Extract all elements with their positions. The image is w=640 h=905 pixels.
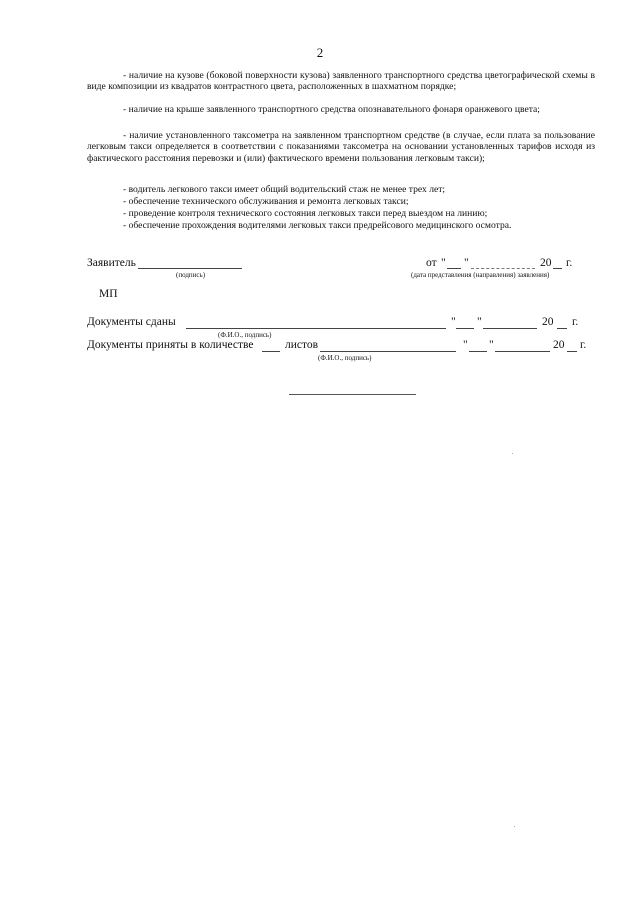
docs-submitted-day-line <box>456 328 474 329</box>
applicant-year-line <box>553 268 562 269</box>
docs-accepted-year-line <box>567 351 577 352</box>
requirement-item-color-scheme: - наличие на кузове (боковой поверхности кузова) заявленного транспортного средства цветографической схемы в виде композиции из квадратов контрастного цвета, расположенных в шахматном порядке; <box>87 70 595 93</box>
applicant-date-from: от <box>426 257 437 269</box>
docs-accepted-year-suffix: г. <box>580 339 587 351</box>
docs-submitted-quote-open: " <box>451 316 456 328</box>
requirement-item-medical-check: - обеспечение прохождения водителями легковых такси предрейсового медицинского осмотра. <box>123 220 512 231</box>
applicant-date-caption: (дата представления (направления) заявления) <box>411 271 550 279</box>
applicant-signature-caption: (подпись) <box>176 271 206 279</box>
docs-accepted-month-line <box>495 351 550 352</box>
docs-submitted-year-line <box>557 328 567 329</box>
docs-submitted-month-line <box>483 328 537 329</box>
requirement-item-driver-experience: - водитель легкового такси имеет общий водительский стаж не менее трех лет; <box>123 184 446 195</box>
scan-speck <box>512 453 513 454</box>
docs-submitted-name-line <box>186 328 446 329</box>
docs-accepted-quote-close: " <box>489 339 494 351</box>
applicant-label: Заявитель <box>87 257 136 269</box>
docs-submitted-quote-close: " <box>477 316 482 328</box>
docs-submitted-year-prefix: 20 <box>542 316 554 328</box>
applicant-quote-open: " <box>441 257 446 269</box>
stamp-label: МП <box>99 288 118 300</box>
applicant-day-line <box>447 268 461 269</box>
requirement-item-technical-control: - проведение контроля технического состояния легковых такси перед выездом на линию; <box>123 208 488 219</box>
end-separator-line <box>289 394 416 395</box>
scan-speck <box>514 826 515 827</box>
docs-accepted-caption: (Ф.И.О., подпись) <box>318 354 372 362</box>
applicant-signature-line <box>138 268 242 269</box>
docs-accepted-count-line <box>262 351 280 352</box>
docs-submitted-year-suffix: г. <box>572 316 579 328</box>
docs-accepted-name-line <box>320 351 456 352</box>
docs-accepted-sheets: листов <box>285 339 319 351</box>
requirement-item-maintenance: - обеспечение технического обслуживания и ремонта легковых такси; <box>123 196 409 207</box>
docs-accepted-label: Документы приняты в количестве <box>87 339 254 351</box>
docs-accepted-quote-open: " <box>463 339 468 351</box>
applicant-year-prefix: 20 <box>540 257 552 269</box>
applicant-year-suffix: г. <box>566 257 573 269</box>
docs-submitted-caption: (Ф.И.О., подпись) <box>218 331 272 339</box>
requirement-item-taximeter: - наличие установленного таксометра на заявленном транспортном средстве (в случае, если плата за пользование легковым такси определяется в соответствии с показаниями таксометра на основании установленных тарифов исходя из фактического расстояния перевозки и (или) фактического времени пользования легковым такси); <box>87 130 595 164</box>
applicant-quote-close: " <box>464 257 469 269</box>
docs-accepted-year-prefix: 20 <box>553 339 565 351</box>
requirement-item-roof-lamp: - наличие на крыше заявленного транспортного средства опознавательного фонаря оранжевого цвета; <box>123 104 540 115</box>
page-number: 2 <box>316 45 324 60</box>
applicant-month-line <box>471 268 535 269</box>
docs-submitted-label: Документы сданы <box>87 316 176 328</box>
docs-accepted-day-line <box>469 351 487 352</box>
